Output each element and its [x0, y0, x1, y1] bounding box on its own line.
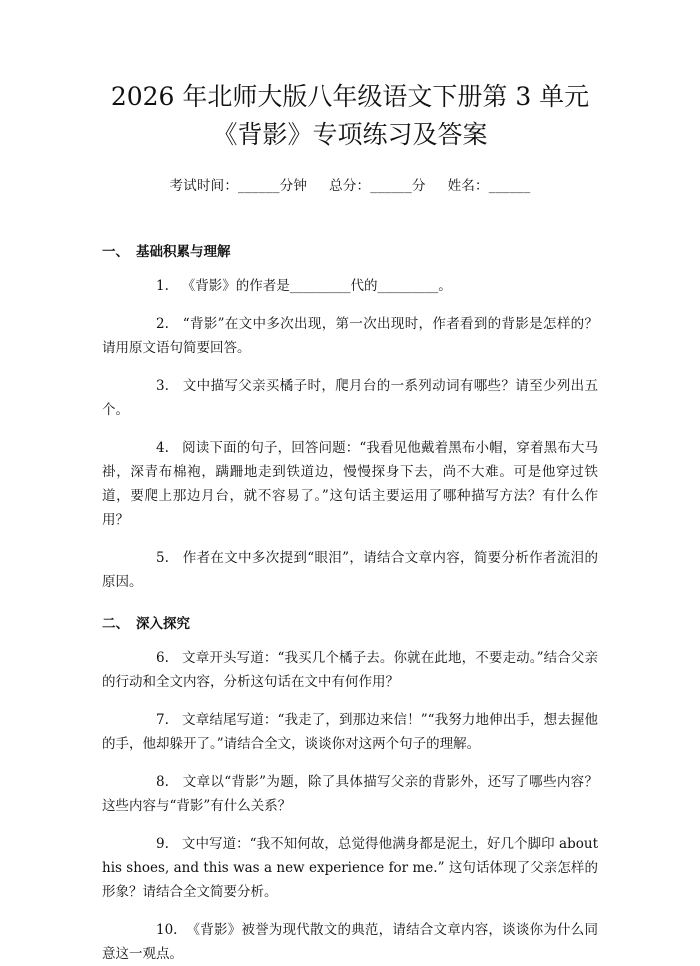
question-5	[102, 546, 598, 594]
question-7	[102, 708, 598, 756]
question-2	[102, 312, 598, 360]
question-number: 2.	[156, 316, 169, 332]
question-number: 9.	[156, 836, 169, 852]
question-text: 文中写道：“我不知何故，总觉得他满身都是泥土，好几个脚印 about his shoes, and this was a new experience for me.” 这句话体现了父亲怎样的形象？请结合全文简要分析。	[102, 836, 598, 900]
question-number: 8.	[156, 774, 169, 790]
section-heading-2	[102, 612, 598, 632]
section-heading-1	[102, 240, 598, 260]
question-text: “背影”在文中多次出现，第一次出现时，作者看到的背影是怎样的？请用原文语句简要回答。	[102, 316, 598, 356]
question-number: 5.	[156, 550, 169, 566]
question-6	[102, 646, 598, 694]
question-9	[102, 832, 598, 904]
question-number: 10.	[156, 922, 178, 938]
exam-name: 姓名：______	[447, 178, 531, 194]
question-text: 文章结尾写道：“我走了，到那边来信！”“我努力地伸出手，想去握他的手，他却躲开了。”请结合全文，谈谈你对这两个句子的理解。	[102, 712, 598, 752]
exam-time: 考试时间：______分钟	[169, 178, 308, 194]
exam-meta	[102, 174, 598, 194]
question-number: 4.	[156, 440, 169, 456]
question-text: 文章开头写道：“我买几个橘子去。你就在此地，不要走动。”结合父亲的行动和全文内容，分析这句话在文中有何作用？	[102, 650, 598, 690]
section-title: 基础积累与理解	[136, 244, 231, 260]
document-title	[102, 78, 598, 154]
title-line-2: 《背影》专项练习及答案	[212, 120, 488, 149]
question-text: 文中描写父亲买橘子时，爬月台的一系列动词有哪些？请至少列出五个。	[102, 378, 599, 418]
question-text: 阅读下面的句子，回答问题：“我看见他戴着黑布小帽，穿着黑布大马褂，深青布棉袍，蹒跚地走到铁道边，慢慢探身下去，尚不大难。可是他穿过铁道，要爬上那边月台，就不容易了。”这句话主要运用了哪种描写方法？有什么作用？	[102, 440, 599, 528]
question-4	[102, 436, 598, 532]
question-text: 《背影》的作者是_________代的_________。	[181, 278, 452, 294]
question-number: 6.	[156, 650, 169, 666]
question-text: 文章以“背影”为题，除了具体描写父亲的背影外，还写了哪些内容？这些内容与“背影”有什么关系？	[102, 774, 598, 814]
question-3	[102, 374, 598, 422]
exam-score: 总分：______分	[329, 178, 426, 194]
question-text: 《背影》被誉为现代散文的典范，请结合文章内容，谈谈你为什么同意这一观点。	[102, 922, 598, 962]
question-text: 作者在文中多次提到“眼泪”，请结合文章内容，简要分析作者流泪的原因。	[102, 550, 598, 590]
question-10	[102, 918, 598, 966]
section-number: 一、	[102, 244, 129, 260]
section-title: 深入探究	[136, 616, 190, 632]
question-8	[102, 770, 598, 818]
question-number: 7.	[156, 712, 169, 728]
section-number: 二、	[102, 616, 129, 632]
question-1	[102, 274, 598, 298]
question-number: 1.	[156, 278, 169, 294]
question-number: 3.	[156, 378, 169, 394]
title-line-1: 2026 年北师大版八年级语文下册第 3 单元	[110, 82, 590, 111]
